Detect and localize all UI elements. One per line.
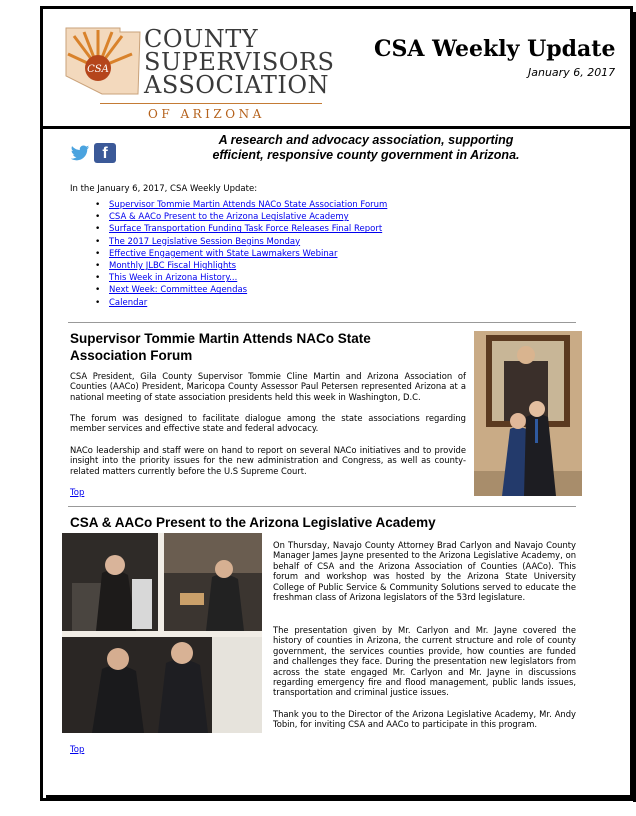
csa-logo: [62, 24, 142, 98]
toc-link-committee-agendas[interactable]: Next Week: Committee Agendas: [109, 285, 248, 296]
toc-item: [95, 272, 387, 284]
toc-item: [95, 223, 387, 235]
toc-link-legislative-session[interactable]: The 2017 Legislative Session Begins Monday: [109, 236, 301, 247]
article2-title: CSA & AACo Present to the Arizona Legislative Academy: [70, 515, 436, 530]
toc-item: [95, 248, 387, 260]
section-divider: [68, 322, 576, 323]
toc-intro: In the January 6, 2017, CSA Weekly Update:: [70, 184, 258, 194]
toc-link-jlbc[interactable]: Monthly JLBC Fiscal Highlights: [109, 261, 237, 272]
article1-paragraph-2: The forum was designed to facilitate dialogue among the state associations regarding member services and effective state and federal advocacy.: [70, 413, 466, 434]
tagline: [176, 133, 556, 163]
org-name: [144, 25, 335, 99]
toc-item: [95, 284, 387, 296]
back-to-top-link-2[interactable]: Top: [70, 745, 85, 755]
toc-item: [95, 297, 387, 309]
newsletter-date: January 6, 2017: [528, 66, 616, 79]
back-to-top-link-1[interactable]: Top: [70, 488, 85, 498]
photo-collage: [62, 533, 262, 733]
section-divider: [68, 506, 576, 507]
facebook-icon[interactable]: [94, 143, 116, 163]
toc-list: [95, 199, 387, 309]
toc-item: [95, 199, 387, 211]
toc-link-legislative-academy[interactable]: CSA & AACo Present to the Arizona Legislative Academy: [109, 212, 349, 223]
toc-item: [95, 236, 387, 248]
article1-title: [70, 330, 470, 364]
header-divider: [40, 126, 633, 129]
article1-title-line1: Supervisor Tommie Martin Attends NACo State: [70, 331, 371, 346]
toc-link-tommie-martin[interactable]: Supervisor Tommie Martin Attends NACo State Association Forum: [109, 200, 388, 210]
toc-link-calendar[interactable]: Calendar: [109, 297, 148, 308]
article1-paragraph-1: CSA President, Gila County Supervisor Tommie Cline Martin and Arizona Association of Counties (AACo) President, Maricopa County Assessor Paul Petersen represented Arizona at a national meeting of state association presidents held this week in Washington, D.C.: [70, 371, 466, 402]
article1-paragraph-3: NACo leadership and staff were on hand to report on several NACo initiatives and to provide insight into the priority issues for the new administration and Congress, as well as county-related matters currently before the U.S Supreme Court.: [70, 445, 466, 476]
org-subtitle: OF ARIZONA: [148, 107, 265, 121]
tagline-line1: A research and advocacy association, supporting: [218, 133, 514, 147]
org-name-line3: ASSOCIATION: [144, 71, 329, 99]
article1-title-line2: Association Forum: [70, 348, 193, 363]
toc-item: [95, 260, 387, 272]
toc-link-transportation-report[interactable]: Surface Transportation Funding Task Force Releases Final Report: [109, 224, 383, 235]
org-name-line2: SUPERVISORS: [144, 48, 335, 76]
facebook-glyph: f: [102, 145, 108, 162]
toc-item: [95, 211, 387, 223]
frame-shadow-bottom: [46, 795, 636, 799]
twitter-icon[interactable]: [69, 143, 91, 163]
logo-badge-text: CSA: [87, 64, 109, 75]
org-name-line1: COUNTY: [144, 25, 259, 53]
logo-divider: [100, 103, 322, 104]
toc-link-history[interactable]: This Week in Arizona History...: [109, 273, 238, 284]
toc-link-webinar[interactable]: Effective Engagement with State Lawmakers Webinar: [109, 248, 338, 259]
article2-paragraph-3: Thank you to the Director of the Arizona Legislative Academy, Mr. Andy Tobin, for inviting CSA and AACo to participate in this program.: [273, 709, 576, 730]
tagline-line2: efficient, responsive county government in Arizona.: [212, 148, 520, 162]
photo-martin-petersen: [474, 331, 582, 496]
article2-paragraph-1: On Thursday, Navajo County Attorney Brad Carlyon and Navajo County Manager James Jayne presented to the Arizona Legislative Academy, on behalf of CSA and the Arizona Association of Counties (AACo). This forum and workshop was hosted by the Arizona State University College of Public Service & Community Solutions served to educate the freshman class of Arizona legislators of the 53rd legislature.: [273, 540, 576, 603]
newsletter-title: CSA Weekly Update: [374, 36, 616, 62]
article2-paragraph-2: The presentation given by Mr. Carlyon and Mr. Jayne covered the history of counties in Arizona, the current structure and role of county government, the services counties provide, how counties are funded and challenges they face. During the presentation new legislators from across the state engaged Mr. Carlyon and Mr. Jayne in discussions regarding emergency fire and flood management, public lands issues, transportation and criminal justice issues.: [273, 625, 576, 698]
